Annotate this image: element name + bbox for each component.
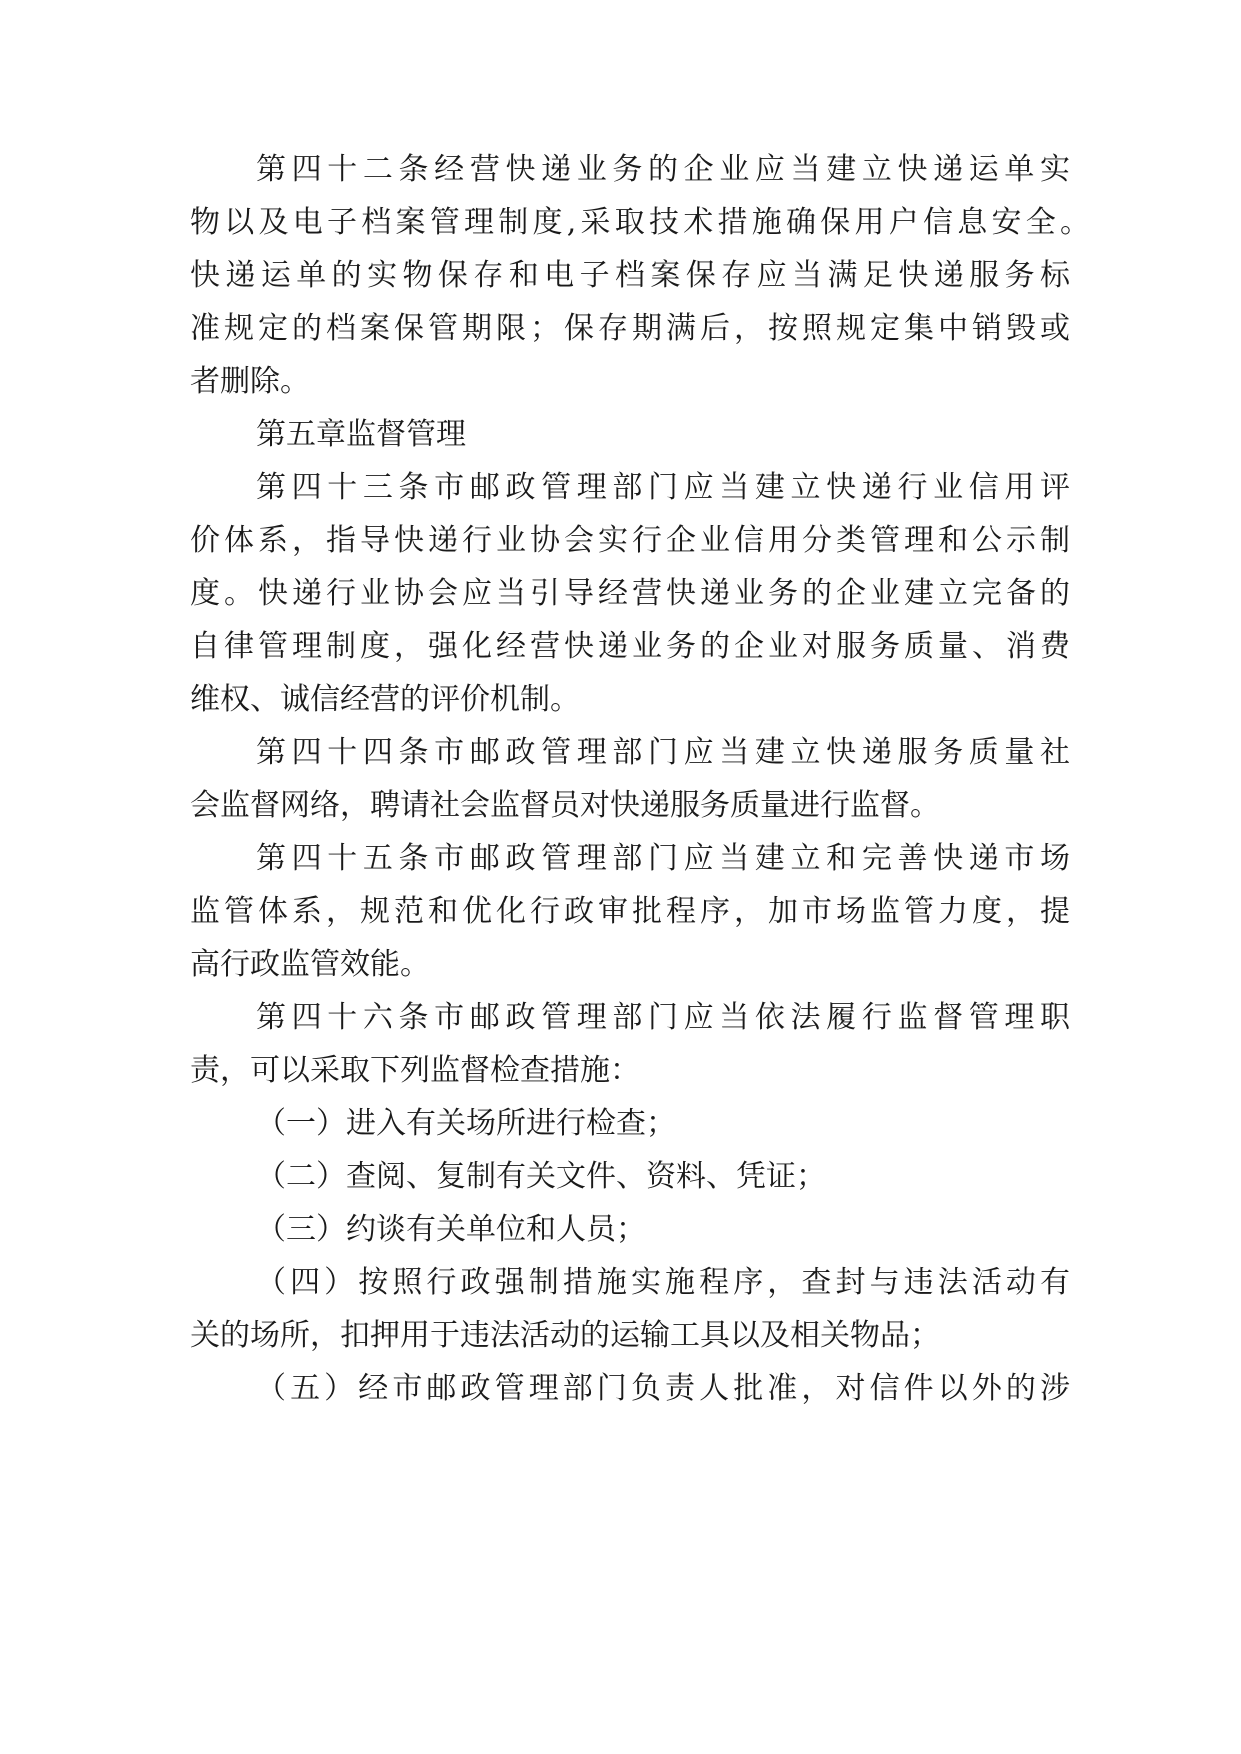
text-line: 物以及电子档案管理制度,采取技术措施确保用户信息安全。	[190, 205, 1090, 240]
list-item: （四）按照行政强制措施实施程序，查封与违法活动有	[256, 1265, 1070, 1300]
text-line: 关的场所，扣押用于违法活动的运输工具以及相关物品；	[190, 1318, 940, 1353]
text-line: 第四十五条市邮政管理部门应当建立和完善快递市场	[256, 841, 1070, 876]
text-line: 责，可以采取下列监督检查措施：	[190, 1053, 640, 1088]
text-line: 监管体系，规范和优化行政审批程序，加市场监管力度，提	[190, 894, 1070, 929]
text-line: 自律管理制度，强化经营快递业务的企业对服务质量、消费	[190, 629, 1070, 664]
text-line: 价体系，指导快递行业协会实行企业信用分类管理和公示制	[190, 523, 1070, 558]
list-item: （二）查阅、复制有关文件、资料、凭证；	[256, 1159, 826, 1194]
text-line: 维权、诚信经营的评价机制。	[190, 682, 580, 717]
list-item: （三）约谈有关单位和人员；	[256, 1212, 646, 1247]
text-line: 会监督网络，聘请社会监督员对快递服务质量进行监督。	[190, 788, 940, 823]
text-line: 者删除。	[190, 364, 310, 399]
text-line: 第四十四条市邮政管理部门应当建立快递服务质量社	[256, 735, 1070, 770]
chapter-heading: 第五章监督管理	[256, 417, 466, 452]
list-item: （一）进入有关场所进行检查；	[256, 1106, 676, 1141]
list-item: （五）经市邮政管理部门负责人批准，对信件以外的涉	[256, 1371, 1070, 1406]
text-line: 第四十六条市邮政管理部门应当依法履行监督管理职	[256, 1000, 1070, 1035]
text-line: 第四十二条经营快递业务的企业应当建立快递运单实	[256, 152, 1070, 187]
text-line: 准规定的档案保管期限；保存期满后，按照规定集中销毁或	[190, 311, 1070, 346]
text-line: 度。快递行业协会应当引导经营快递业务的企业建立完备的	[190, 576, 1070, 611]
text-line: 快递运单的实物保存和电子档案保存应当满足快递服务标	[190, 258, 1070, 293]
text-line: 高行政监管效能。	[190, 947, 430, 982]
text-line: 第四十三条市邮政管理部门应当建立快递行业信用评	[256, 470, 1070, 505]
